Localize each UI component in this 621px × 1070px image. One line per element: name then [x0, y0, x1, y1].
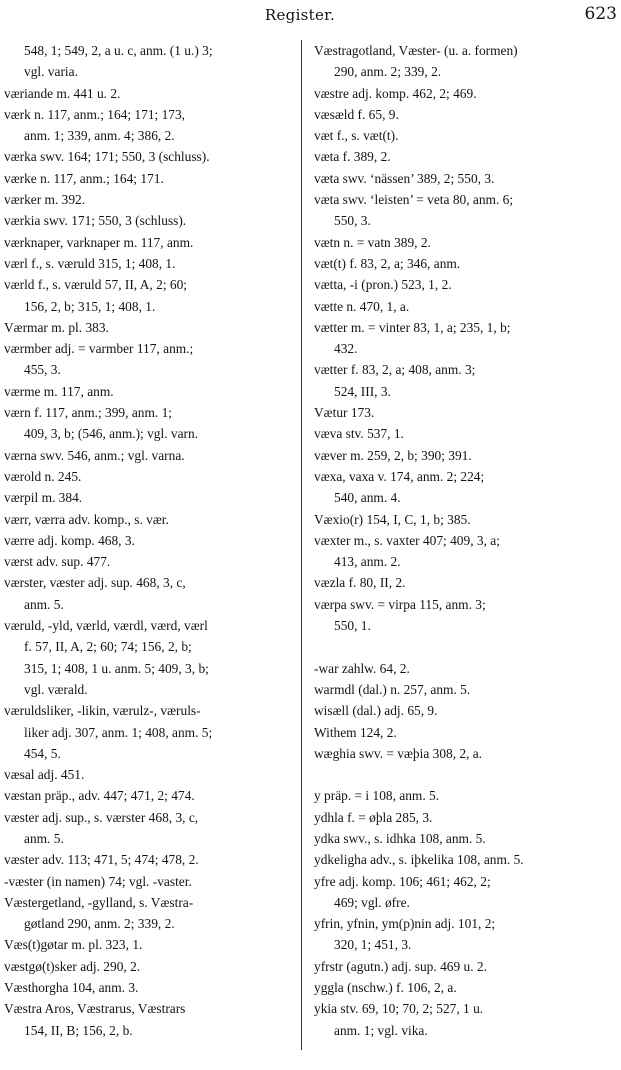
- index-entry-line: vætta, -i (pron.) 523, 1, 2.: [314, 277, 452, 293]
- index-entry-line: værre adj. komp. 468, 3.: [4, 532, 135, 548]
- index-entry-line: ydhla f. = øþla 285, 3.: [314, 809, 433, 825]
- index-entry-line: yggla (nschw.) f. 106, 2, a.: [314, 980, 457, 996]
- index-entry-line: Væstergetland, -gylland, s. Væstra-: [4, 894, 194, 910]
- index-entry-line: væster adj. sup., s. værster 468, 3, c,: [4, 809, 199, 825]
- index-entry-line: 550, 3.: [334, 213, 371, 229]
- index-entry-line: værpa swv. = virpa 115, anm. 3;: [314, 596, 486, 612]
- index-entry-line: værka swv. 164; 171; 550, 3 (schluss).: [4, 149, 210, 165]
- index-entry-line: yfrstr (agutn.) adj. sup. 469 u. 2.: [314, 958, 487, 974]
- index-entry-line: værld f., s. væruld 57, II, A, 2; 60;: [4, 277, 188, 293]
- index-entry-line: 290, anm. 2; 339, 2.: [334, 64, 442, 80]
- index-entry-line: værk n. 117, anm.; 164; 171; 173,: [4, 106, 186, 122]
- index-entry-line: Værmar m. pl. 383.: [4, 319, 109, 335]
- index-right-column: [314, 40, 614, 1041]
- index-entry-line: anm. 5.: [24, 830, 64, 846]
- index-entry-line: -war zahlw. 64, 2.: [314, 660, 410, 676]
- index-entry-line: vætter f. 83, 2, a; 408, anm. 3;: [314, 362, 476, 378]
- index-entry-line: værmber adj. = varmber 117, anm.;: [4, 341, 194, 357]
- index-entry-line: Væs(t)gøtar m. pl. 323, 1.: [4, 937, 143, 953]
- index-entry-line: væta f. 389, 2.: [314, 149, 391, 165]
- index-entry-line: væxa, vaxa v. 174, anm. 2; 224;: [314, 468, 485, 484]
- index-entry-line: væver m. 259, 2, b; 390; 391.: [314, 447, 472, 463]
- index-entry-line: y präp. = i 108, anm. 5.: [314, 788, 440, 804]
- index-entry-line: vgl. værald.: [24, 681, 88, 697]
- index-entry-line: væstre adj. komp. 462, 2; 469.: [314, 85, 477, 101]
- index-entry-line: 550, 1.: [334, 618, 371, 634]
- index-entry-line: væta swv. ‘leisten’ = veta 80, anm. 6;: [314, 192, 514, 208]
- page-number: 623: [584, 4, 617, 24]
- index-entry-line: wæghia swv. = væþia 308, 2, a.: [314, 745, 483, 761]
- index-entry-line: anm. 1; 339, anm. 4; 386, 2.: [24, 128, 175, 144]
- index-entry-line: væxter m., s. vaxter 407; 409, 3, a;: [314, 532, 500, 548]
- index-entry-line: væsæld f. 65, 9.: [314, 106, 399, 122]
- page-header: [0, 4, 621, 28]
- index-entry-line: vætn n. = vatn 389, 2.: [314, 234, 431, 250]
- index-entry-line: vætter m. = vinter 83, 1, a; 235, 1, b;: [314, 319, 511, 335]
- index-entry-line: 454, 5.: [24, 745, 61, 761]
- index-entry-line: vætte n. 470, 1, a.: [314, 298, 410, 314]
- index-entry-line: 320, 1; 451, 3.: [334, 937, 412, 953]
- index-entry-line: 413, anm. 2.: [334, 554, 401, 570]
- index-entry-line: wisæll (dal.) adj. 65, 9.: [314, 703, 438, 719]
- index-entry-line: Withem 124, 2.: [314, 724, 397, 740]
- index-entry-line: gøtland 290, anm. 2; 339, 2.: [24, 916, 175, 932]
- index-entry-line: værkia swv. 171; 550, 3 (schluss).: [4, 213, 187, 229]
- index-entry-line: yfrin, yfnin, ym(p)nin adj. 101, 2;: [314, 916, 496, 932]
- index-entry-line: 156, 2, b; 315, 1; 408, 1.: [24, 298, 156, 314]
- index-entry-line: væstan präp., adv. 447; 471, 2; 474.: [4, 788, 195, 804]
- index-entry-line: væster adv. 113; 471, 5; 474; 478, 2.: [4, 852, 199, 868]
- index-entry-line: Vætur 173.: [314, 405, 375, 421]
- index-entry-line: værpil m. 384.: [4, 490, 83, 506]
- index-entry-line: Væsthorgha 104, anm. 3.: [4, 980, 139, 996]
- index-entry-line: Væxio(r) 154, I, C, 1, b; 385.: [314, 511, 471, 527]
- index-entry-line: værst adv. sup. 477.: [4, 554, 111, 570]
- index-entry-line: værster, væster adj. sup. 468, 3, c,: [4, 575, 186, 591]
- index-entry-line: væva stv. 537, 1.: [314, 426, 404, 442]
- index-entry-line: 548, 1; 549, 2, a u. c, anm. (1 u.) 3;: [24, 43, 213, 58]
- index-entry-line: væstgø(t)sker adj. 290, 2.: [4, 958, 141, 974]
- column-divider: [301, 40, 302, 1050]
- index-left-column: [4, 40, 294, 1041]
- page-title: Register.: [264, 6, 336, 24]
- section-gap: [314, 764, 614, 785]
- index-entry-line: vgl. varia.: [24, 64, 78, 80]
- index-entry-line: 540, anm. 4.: [334, 490, 401, 506]
- index-entry-line: ydka swv., s. idhka 108, anm. 5.: [314, 830, 486, 846]
- index-entry-line: væsal adj. 451.: [4, 767, 85, 783]
- index-entry-line: -væster (in namen) 74; vgl. -vaster.: [4, 873, 192, 889]
- index-entry-line: væta swv. ‘nässen’ 389, 2; 550, 3.: [314, 170, 495, 186]
- index-entry-line: væt f., s. væt(t).: [314, 128, 399, 144]
- index-entry-line: 154, II, B; 156, 2, b.: [24, 1022, 133, 1038]
- index-entry-line: liker adj. 307, anm. 1; 408, anm. 5;: [24, 724, 213, 740]
- index-entry-line: ykia stv. 69, 10; 70, 2; 527, 1 u.: [314, 1001, 484, 1017]
- index-entry-line: 455, 3.: [24, 362, 61, 378]
- index-entry-line: væzla f. 80, II, 2.: [314, 575, 406, 591]
- index-entry-line: 432.: [334, 341, 358, 357]
- index-entry-line: ydkeligha adv., s. iþkelika 108, anm. 5.: [314, 852, 524, 868]
- index-entry-line: anm. 1; vgl. vika.: [334, 1022, 428, 1038]
- index-entry-line: 469; vgl. øfre.: [334, 894, 410, 910]
- index-entry-line: værna swv. 546, anm.; vgl. varna.: [4, 447, 185, 463]
- index-entry-line: værr, værra adv. komp., s. vær.: [4, 511, 169, 527]
- index-entry-line: værknaper, varknaper m. 117, anm.: [4, 234, 194, 250]
- index-entry-line: værme m. 117, anm.: [4, 383, 114, 399]
- index-entry-line: værn f. 117, anm.; 399, anm. 1;: [4, 405, 172, 421]
- index-entry-line: 315, 1; 408, 1 u. anm. 5; 409, 3, b;: [24, 660, 209, 676]
- section-gap: [314, 636, 614, 657]
- index-entry-line: 524, III, 3.: [334, 383, 391, 399]
- index-entry-line: værold n. 245.: [4, 468, 82, 484]
- index-entry-line: yfre adj. komp. 106; 461; 462, 2;: [314, 873, 491, 889]
- index-entry-line: væruldsliker, -likin, værulz-, væruls-: [4, 703, 201, 719]
- index-entry-line: væt(t) f. 83, 2, a; 346, anm.: [314, 255, 461, 271]
- index-entry-line: warmdl (dal.) n. 257, anm. 5.: [314, 681, 471, 697]
- index-entry-line: Væstra Aros, Væstrarus, Væstrars: [4, 1001, 186, 1017]
- index-entry-line: 409, 3, b; (546, anm.); vgl. varn.: [24, 426, 199, 442]
- index-entry-line: f. 57, II, A, 2; 60; 74; 156, 2, b;: [24, 639, 192, 655]
- index-entry-line: værker m. 392.: [4, 192, 86, 208]
- index-entry-line: anm. 5.: [24, 596, 64, 612]
- index-entry-line: væruld, -yld, værld, værdl, værd, værl: [4, 618, 208, 634]
- index-entry-line: værl f., s. væruld 315, 1; 408, 1.: [4, 255, 176, 271]
- index-entry-line: Væstragotland, Væster- (u. a. formen): [314, 43, 518, 58]
- index-entry-line: væriande m. 441 u. 2.: [4, 85, 121, 101]
- index-entry-line: værke n. 117, anm.; 164; 171.: [4, 170, 164, 186]
